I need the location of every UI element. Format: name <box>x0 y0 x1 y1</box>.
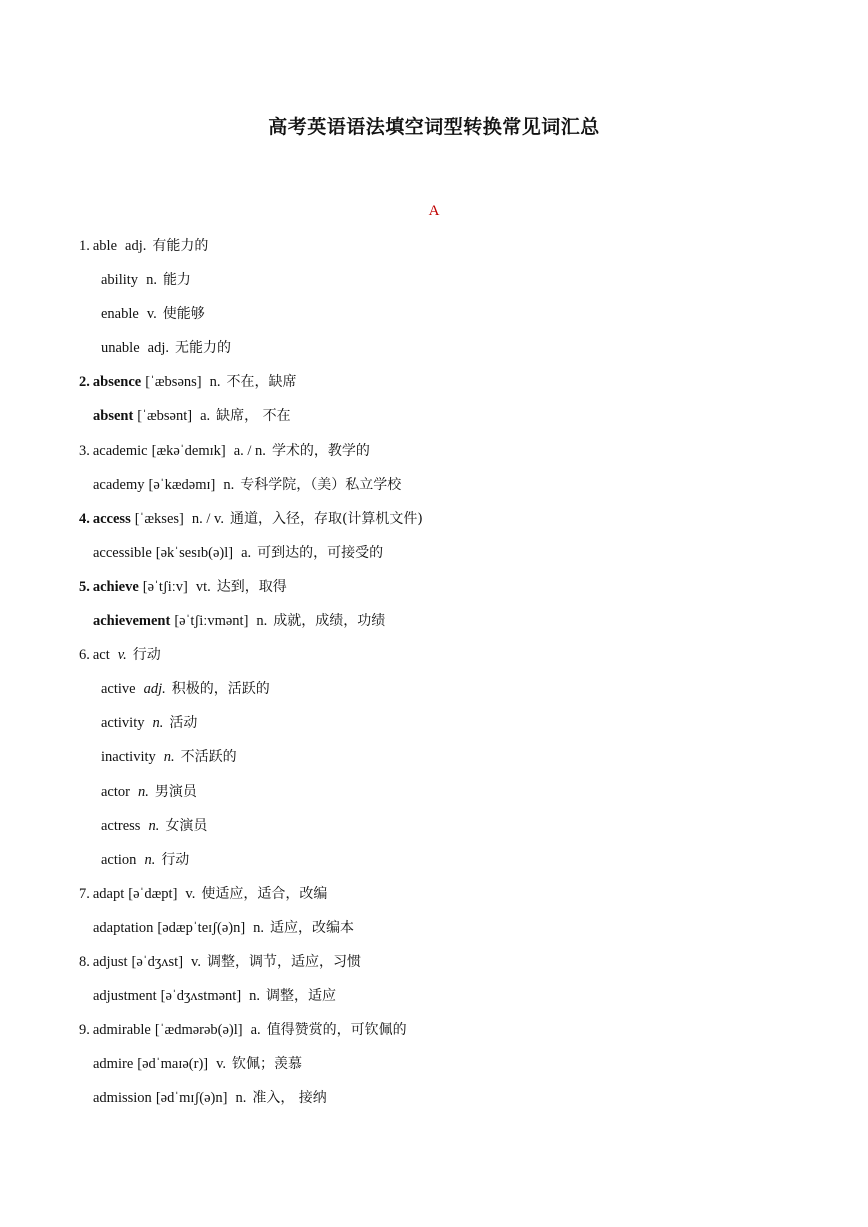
vocab-entry <box>79 406 839 440</box>
entry-word: adjust <box>92 953 128 970</box>
entry-phonetic: [əˈdʒʌstmənt] <box>160 988 242 1005</box>
entry-meaning: 学术的，教学的 <box>271 442 370 459</box>
vocab-entry <box>79 816 839 850</box>
entry-word: academic <box>92 442 148 459</box>
entry-word: activity <box>101 715 145 732</box>
entry-meaning: 调整，调节，适应，习惯 <box>206 953 361 970</box>
entry-word: accessible <box>93 544 152 561</box>
entry-part-of-speech: a. <box>241 544 252 561</box>
vocab-entry <box>79 1054 839 1088</box>
entry-phonetic: [ˈækses] <box>134 510 184 527</box>
entry-number: 1. <box>79 238 90 254</box>
entry-part-of-speech: adj. <box>143 681 166 698</box>
vocab-entry <box>79 1088 839 1122</box>
entry-part-of-speech: n. <box>235 1090 247 1107</box>
entry-meaning: 准入， 接纳 <box>252 1090 327 1107</box>
entry-phonetic: [ˈæbsənt] <box>137 408 193 425</box>
entry-part-of-speech: a. <box>200 408 211 425</box>
entry-part-of-speech: n. <box>137 783 149 800</box>
entry-meaning: 使能够 <box>162 306 205 323</box>
entry-number: 8. <box>79 953 90 970</box>
vocab-entry <box>79 372 839 406</box>
vocab-entry <box>79 441 839 475</box>
entry-meaning: 能力 <box>162 272 191 289</box>
vocab-entry <box>79 236 839 270</box>
entry-meaning: 女演员 <box>165 817 208 834</box>
entry-phonetic: [əkˈsesɪb(ə)l] <box>155 544 234 561</box>
vocab-entry <box>79 577 839 611</box>
entry-number: 7. <box>79 885 90 902</box>
entry-meaning: 值得赞赏的，可钦佩的 <box>266 1022 407 1039</box>
vocab-entry <box>79 952 839 986</box>
entry-word: absent <box>93 408 134 425</box>
entry-meaning: 不在，缺席 <box>226 374 297 391</box>
vocabulary-list <box>79 236 839 1122</box>
entry-word: adjustment <box>93 988 157 1005</box>
entry-meaning: 男演员 <box>154 783 197 800</box>
entry-meaning: 通道，入径，存取(计算机文件) <box>229 510 423 527</box>
entry-word: inactivity <box>101 749 156 766</box>
vocab-entry <box>79 543 839 577</box>
vocab-entry <box>79 918 839 952</box>
entry-meaning: 可到达的，可接受的 <box>257 544 384 561</box>
entry-word: enable <box>101 306 139 323</box>
entry-word: adapt <box>92 885 125 902</box>
entry-phonetic: [ækəˈdemɪk] <box>151 442 226 459</box>
entry-number: 2. <box>79 374 90 391</box>
entry-part-of-speech: adj. <box>125 238 147 254</box>
entry-phonetic: [ədˈmaɪə(r)] <box>137 1056 209 1073</box>
entry-number: 6. <box>79 647 90 664</box>
entry-word: action <box>101 851 137 868</box>
vocab-entry <box>79 338 839 372</box>
vocab-entry <box>79 782 839 816</box>
vocab-entry <box>79 270 839 304</box>
entry-phonetic: [əˈtʃiːvmənt] <box>174 613 249 630</box>
vocab-entry <box>79 1020 839 1054</box>
vocab-entry <box>79 884 839 918</box>
entry-word: absence <box>92 374 142 391</box>
entry-meaning: 调整，适应 <box>266 988 337 1005</box>
entry-word: ability <box>101 272 139 289</box>
entry-meaning: 行动 <box>161 851 190 868</box>
entry-part-of-speech: v. <box>146 306 157 323</box>
entry-part-of-speech: a. <box>250 1022 261 1039</box>
entry-meaning: 积极的，活跃的 <box>171 681 270 698</box>
entry-phonetic: [əˈdæpt] <box>128 885 178 902</box>
entry-meaning: 专科学院，（美）私立学校 <box>240 476 402 493</box>
entry-word: admirable <box>92 1022 151 1039</box>
entry-part-of-speech: vt. <box>195 578 211 595</box>
entry-word: achievement <box>93 613 171 630</box>
entry-part-of-speech: n. <box>148 817 160 834</box>
entry-part-of-speech: n. <box>209 374 221 391</box>
entry-number: 4. <box>79 510 90 527</box>
entry-word: able <box>92 238 118 254</box>
vocab-entry <box>79 986 839 1020</box>
entry-word: unable <box>101 340 140 357</box>
entry-part-of-speech: n. <box>253 919 265 936</box>
entry-phonetic: [əˈtʃiːv] <box>142 578 188 595</box>
entry-part-of-speech: v. <box>216 1056 227 1073</box>
entry-meaning: 缺席， 不在 <box>216 408 291 425</box>
entry-meaning: 无能力的 <box>175 340 231 357</box>
entry-meaning: 钦佩；羡慕 <box>232 1056 303 1073</box>
entry-part-of-speech: n. <box>256 613 268 630</box>
entry-phonetic: [ədˈmɪʃ(ə)n] <box>155 1090 228 1107</box>
entry-part-of-speech: n. <box>152 715 164 732</box>
entry-phonetic: [əˈdʒʌst] <box>131 953 184 970</box>
entry-meaning: 成就，成绩，功绩 <box>273 613 386 630</box>
entry-part-of-speech: v. <box>191 953 201 970</box>
vocab-entry <box>79 509 839 543</box>
entry-word: adaptation <box>93 919 154 936</box>
entry-phonetic: [ˈædmərəb(ə)l] <box>154 1022 243 1039</box>
entry-number: 9. <box>79 1022 90 1039</box>
entry-word: admission <box>93 1090 152 1107</box>
entry-phonetic: [əˈkædəmɪ] <box>148 476 216 493</box>
vocab-entry <box>79 475 839 509</box>
entry-phonetic: [ədæpˈteɪʃ(ə)n] <box>157 919 246 936</box>
entry-part-of-speech: v. <box>117 647 127 664</box>
entry-part-of-speech: n. <box>249 988 261 1005</box>
entry-phonetic: [ˈæbsəns] <box>145 374 202 391</box>
vocab-entry <box>79 645 839 679</box>
entry-number: 3. <box>79 442 90 459</box>
entry-meaning: 不活跃的 <box>180 749 237 766</box>
entry-part-of-speech: n. <box>223 476 235 493</box>
entry-part-of-speech: n. <box>144 851 156 868</box>
entry-meaning: 达到，取得 <box>216 578 287 595</box>
entry-part-of-speech: n. <box>163 749 175 766</box>
entry-word: act <box>92 647 110 664</box>
entry-word: active <box>101 681 136 698</box>
document-title: 高考英语语法填空词型转换常见词汇总 <box>268 116 600 138</box>
entry-part-of-speech: n. / v. <box>191 510 224 527</box>
entry-part-of-speech: adj. <box>147 340 169 357</box>
vocab-entry <box>79 747 839 781</box>
entry-word: actor <box>101 783 130 800</box>
entry-word: access <box>92 510 131 527</box>
vocab-entry <box>79 304 839 338</box>
vocab-entry <box>79 850 839 884</box>
entry-part-of-speech: a. / n. <box>233 442 266 459</box>
entry-meaning: 活动 <box>169 715 198 732</box>
entry-meaning: 使适应，适合，改编 <box>201 885 328 902</box>
entry-word: admire <box>93 1056 134 1073</box>
entry-part-of-speech: n. <box>146 272 157 289</box>
entry-number: 5. <box>79 578 90 595</box>
entry-word: academy <box>93 476 145 493</box>
vocab-entry <box>79 679 839 713</box>
entry-meaning: 有能力的 <box>152 238 209 254</box>
vocab-entry <box>79 713 839 747</box>
section-letter-heading: A <box>428 203 440 219</box>
vocab-entry <box>79 611 839 645</box>
entry-word: achieve <box>92 578 139 595</box>
entry-part-of-speech: v. <box>185 885 196 902</box>
entry-word: actress <box>101 817 141 834</box>
entry-meaning: 适应，改编本 <box>270 919 355 936</box>
entry-meaning: 行动 <box>132 647 161 664</box>
